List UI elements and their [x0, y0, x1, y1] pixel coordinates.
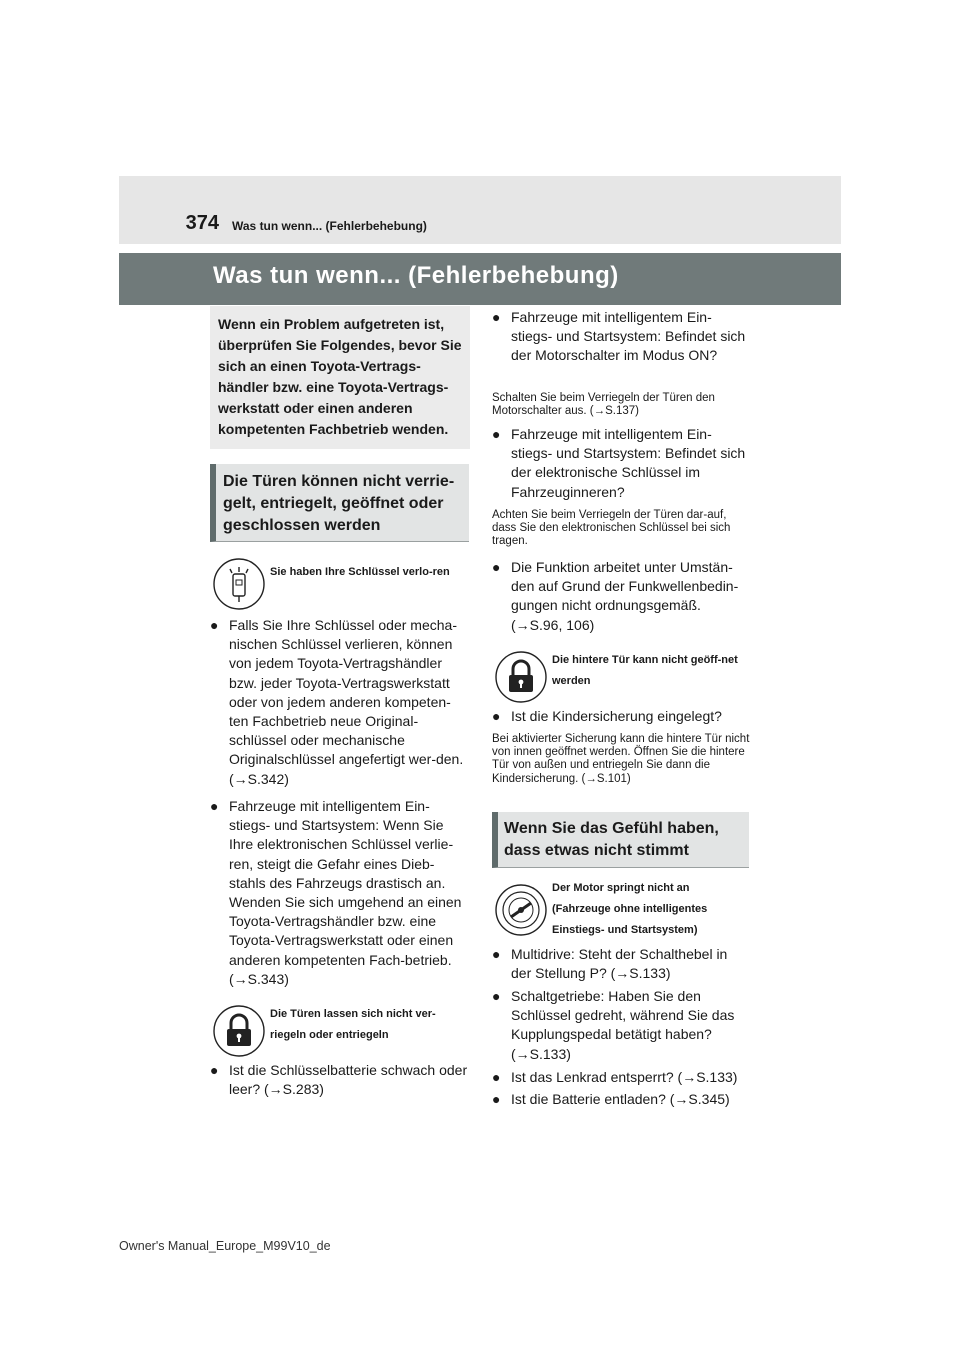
list-item: ● Ist das Lenkrad entsperrt? (→S.133) [492, 1068, 750, 1087]
header-band [119, 176, 841, 244]
list-item: ● Ist die Batterie entladen? (→S.345) [492, 1090, 750, 1109]
list-item: ● Ist die Kindersicherung eingelegt? [492, 707, 750, 726]
rear-door-label: Die hintere Tür kann nicht geöff-net werden [552, 654, 738, 687]
section-heading-doors-text: Die Türen können nicht verrie-gelt, entriegelt, geöffnet oder geschlossen werden [223, 473, 455, 534]
running-head: Was tun wenn... (Fehlerbehebung) [232, 219, 427, 233]
padlock-icon [213, 1005, 265, 1057]
note-text: Bei aktivierter Sicherung kann die hintere Tür nicht von innen geöffnet werden. Öffnen Sie die hintere Tür von außen und entriegeln Sie dann die Kindersicherung. (→S.101) [492, 733, 750, 785]
bullet-icon: ● [492, 1069, 501, 1085]
list-item: ● Schaltgetriebe: Haben Sie den Schlüssel gedreht, während Sie das Kupplungspedal betätigt haben? (→S.133) [492, 988, 735, 1062]
note-text: Achten Sie beim Verriegeln der Türen dar-auf, dass Sie den elektronischen Schlüssel bei sich tragen. [492, 509, 731, 548]
list-item: ● Die Funktion arbeitet unter Umstän-den auf Grund der Funkwellenbedin-gungen nicht ordnungsgemäß. (→S.96, 106) [492, 559, 739, 633]
note-text: Schalten Sie beim Verriegeln der Türen den Motorschalter aus. (→S.137) [492, 392, 715, 418]
page-title: Was tun wenn... (Fehlerbehebung) [213, 262, 619, 289]
list-item: ● Fahrzeuge mit intelligentem Ein-stiegs- und Startsystem: Wenn Sie Ihre elektronischen Schlüssel verlie-ren, steigt die Gefahr eines Dieb-stahls des Fahrzeugs drastisch an. Wenden Sie sich umgehend an einen Toyota-Vertragshändler bzw. eine Toyota-Vertragswerkstatt oder einen anderen kompetenten Fach-betrieb. (→S.343) [210, 798, 462, 987]
list-item: ● Ist die Schlüsselbatterie schwach oder leer? (→S.283) [210, 1062, 468, 1098]
bullet-icon: ● [492, 708, 501, 724]
list-item: ● Multidrive: Steht der Schalthebel in der Stellung P? (→S.133) [492, 946, 728, 982]
list-item: ● Fahrzeuge mit intelligentem Ein-stiegs- und Startsystem: Befindet sich der elektronische Schlüssel im Fahrzeuginneren? [492, 426, 746, 500]
lost-keys-label: Sie haben Ihre Schlüssel verlo-ren [270, 566, 450, 578]
list-item: ● Fahrzeuge mit intelligentem Ein-stiegs- und Startsystem: Befindet sich der Motorschalter im Modus ON? [492, 309, 746, 364]
bullet-icon: ● [492, 309, 501, 325]
bullet-icon: ● [210, 617, 219, 633]
bullet-icon: ● [492, 426, 501, 442]
intro-text: Wenn ein Problem aufgetreten ist, überprüfen Sie Folgendes, bevor Sie sich an einen Toyota-Vertrags-händler bzw. eine Toyota-Vertrags-werkstatt oder einen anderen kompetenten Fachbetrieb wenden. [218, 316, 462, 437]
bullet-icon: ● [492, 559, 501, 575]
bullet-icon: ● [210, 1062, 219, 1078]
bullet-icon: ● [492, 988, 501, 1004]
section-heading-feeling-text: Wenn Sie das Gefühl haben, dass etwas nicht stimmt [504, 820, 719, 859]
padlock-icon [495, 651, 547, 703]
ignition-switch-icon [495, 884, 547, 936]
cannot-lock-label: Die Türen lassen sich nicht ver-riegeln oder entriegeln [270, 1008, 436, 1041]
bullet-icon: ● [210, 798, 219, 814]
list-item: ● Falls Sie Ihre Schlüssel oder mecha-nischen Schlüssel verlieren, können von jedem Toyota-Vertragshändler bzw. jeder Toyota-Vertragswerkstatt oder von jedem anderen kompeten-ten Fachbetrieb neue Original-schlüssel oder mechanische Originalschlüssel angefertigt wer-den. (→S.342) [210, 617, 464, 787]
page-number: 374 [185, 212, 219, 234]
key-icon [213, 558, 265, 610]
bullet-icon: ● [492, 946, 501, 962]
bullet-icon: ● [492, 1091, 501, 1107]
engine-label: Der Motor springt nicht an (Fahrzeuge ohne intelligentes Einstiegs- und Startsystem) [552, 882, 708, 936]
footer: Owner's Manual_Europe_M99V10_de [119, 1239, 331, 1253]
